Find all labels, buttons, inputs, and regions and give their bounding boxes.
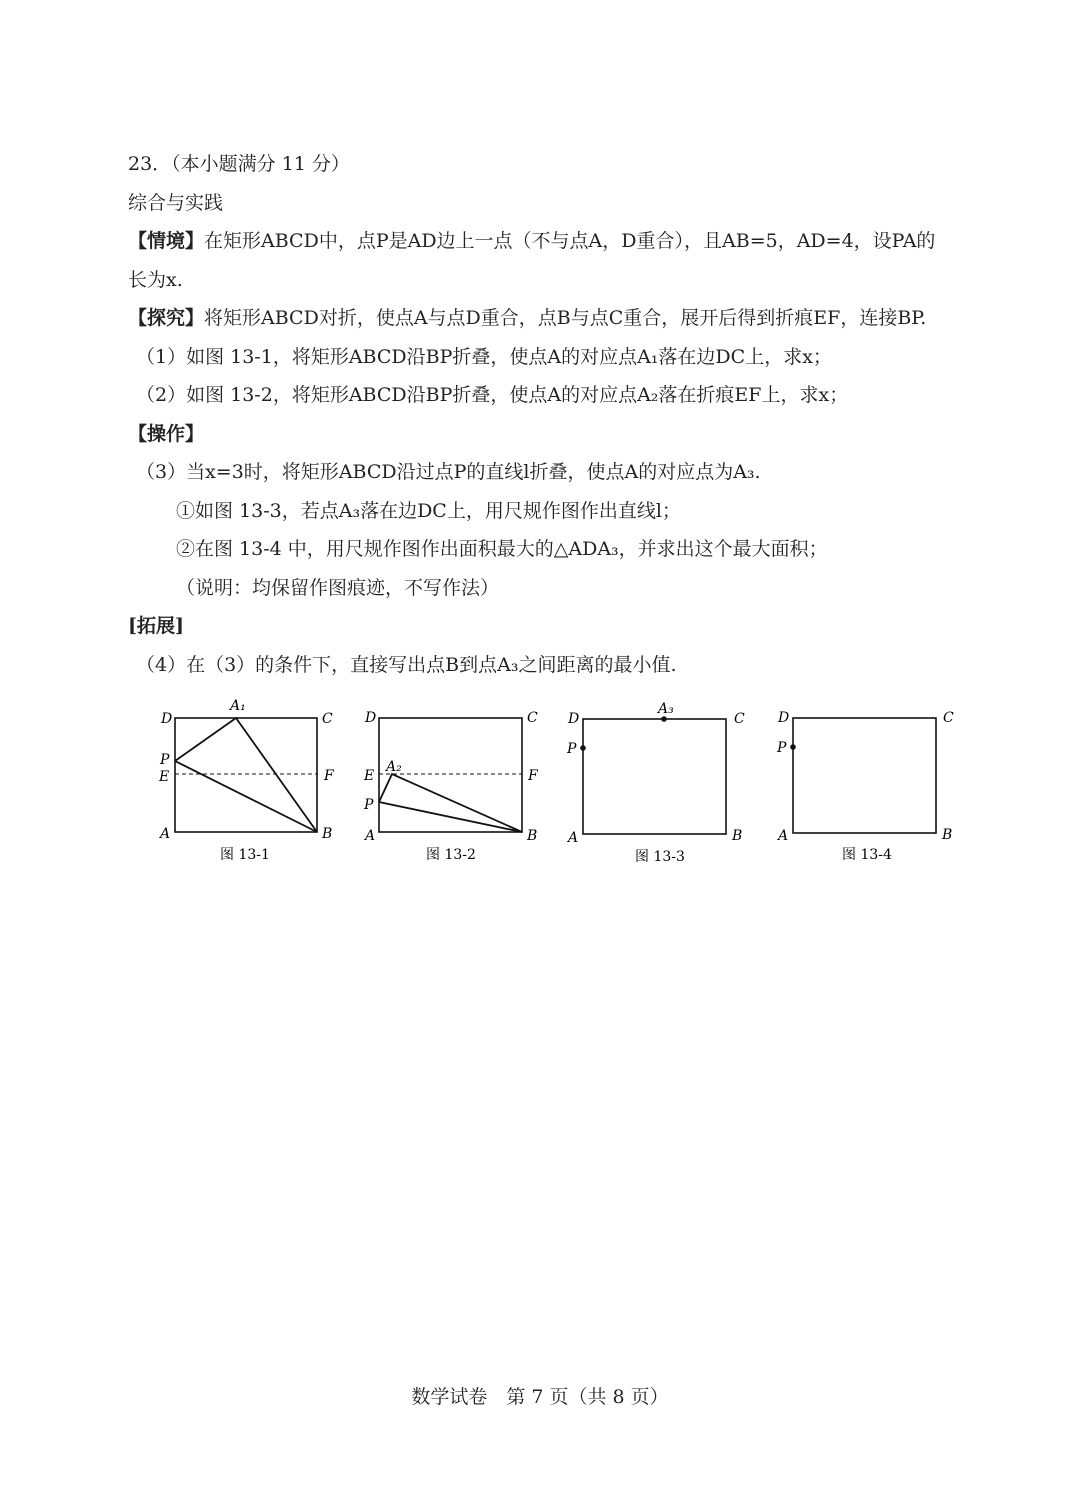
fig4-label-a: A xyxy=(778,828,789,844)
part-3-note: （说明：均保留作图痕迹，不写作法） xyxy=(176,577,500,599)
situation-line-1 xyxy=(128,229,935,253)
fig3-label-d: D xyxy=(568,711,580,727)
fig3-caption: 图 13-3 xyxy=(635,849,685,865)
figure-13-3 xyxy=(566,701,745,865)
extend-label: [拓展] xyxy=(128,615,184,637)
fig2-fold-triangle xyxy=(379,774,522,832)
figure-13-1 xyxy=(158,698,335,863)
fig1-caption: 图 13-1 xyxy=(220,847,270,863)
part-3-1: ①如图 13-3，若点A₃落在边DC上，用尺规作图作出直线l； xyxy=(176,500,681,522)
fig4-label-p: P xyxy=(777,740,787,756)
part-1: （1）如图 13-1，将矩形ABCD沿BP折叠，使点A的对应点A₁落在边DC上，求x； xyxy=(136,346,832,368)
fig1-label-a1: A₁ xyxy=(230,698,246,714)
explore-label: 【探究】 xyxy=(128,307,205,329)
fig1-label-c: C xyxy=(322,711,333,727)
fig1-label-b: B xyxy=(322,826,333,842)
fig3-label-p: P xyxy=(567,741,577,757)
part-4: （4）在（3）的条件下，直接写出点B到点A₃之间距离的最小值. xyxy=(136,654,677,676)
fig1-label-p: P xyxy=(160,752,170,768)
part-3-2: ②在图 13-4 中，用尺规作图作出面积最大的△ADA₃，并求出这个最大面积； xyxy=(176,538,828,560)
fig1-label-e: E xyxy=(159,769,170,785)
part-2: （2）如图 13-2，将矩形ABCD沿BP折叠，使点A的对应点A₂落在折痕EF上，求x； xyxy=(136,384,849,406)
question-subtitle: 综合与实践 xyxy=(128,192,224,214)
fig4-caption: 图 13-4 xyxy=(842,847,892,863)
fig4-rectangle xyxy=(793,718,936,833)
fig2-rectangle xyxy=(379,718,522,832)
situation-label: 【情境】 xyxy=(128,230,205,252)
explore-text: 将矩形ABCD对折，使点A与点D重合，点B与点C重合，展开后得到折痕EF，连接BP. xyxy=(204,307,927,329)
fig2-label-a: A xyxy=(365,828,376,844)
fig4-label-d: D xyxy=(778,710,790,726)
situation-line-2: 长为x. xyxy=(128,269,183,291)
fig3-point-a3 xyxy=(661,716,667,722)
fig1-label-a: A xyxy=(160,826,171,842)
fig1-fold-triangle xyxy=(175,718,317,832)
operate-label: 【操作】 xyxy=(128,423,205,445)
fig3-label-c: C xyxy=(734,711,745,727)
figure-13-2 xyxy=(363,710,539,863)
fig1-label-f: F xyxy=(324,768,334,784)
figure-13-4 xyxy=(776,710,954,863)
fig3-label-a3: A₃ xyxy=(658,701,674,717)
fig2-label-f: F xyxy=(528,768,538,784)
page-footer: 数学试卷 第 7 页（共 8 页） xyxy=(411,1386,669,1408)
fig2-label-c: C xyxy=(527,710,538,726)
fig1-rectangle xyxy=(175,718,317,832)
fig4-label-b: B xyxy=(942,827,953,843)
fig3-label-a: A xyxy=(568,830,579,846)
explore-line xyxy=(128,306,926,330)
fig2-label-a2: A₂ xyxy=(386,759,402,775)
fig1-label-d: D xyxy=(161,711,173,727)
fig3-point-p xyxy=(580,745,586,751)
fig3-label-b: B xyxy=(732,828,743,844)
fig2-caption: 图 13-2 xyxy=(426,847,476,863)
situation-text-1: 在矩形ABCD中，点P是AD边上一点（不与点A，D重合），且AB=5，AD=4，设PA的 xyxy=(204,230,936,252)
fig4-label-c: C xyxy=(943,710,954,726)
figures-row xyxy=(150,692,970,867)
fig2-label-d: D xyxy=(365,710,377,726)
question-header: 23．（本小题满分 11 分） xyxy=(128,153,350,175)
part-3: （3）当x=3时，将矩形ABCD沿过点P的直线l折叠，使点A的对应点为A₃. xyxy=(136,461,761,483)
fig2-label-e: E xyxy=(364,768,375,784)
fig2-label-p: P xyxy=(364,797,374,813)
fig4-point-p xyxy=(790,744,796,750)
fig3-rectangle xyxy=(583,719,726,834)
fig2-label-b: B xyxy=(527,828,538,844)
